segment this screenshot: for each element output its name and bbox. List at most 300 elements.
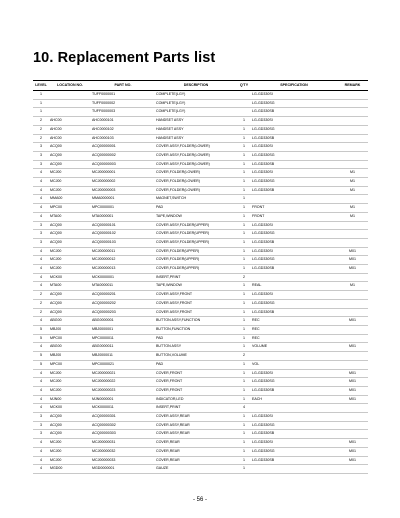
table-row xyxy=(33,134,368,143)
cell-description: COVER,REAR xyxy=(155,447,237,456)
table-row xyxy=(33,352,368,361)
cell-location-no xyxy=(49,99,91,108)
table-row xyxy=(33,204,368,213)
cell-part-no: MPC0000001 xyxy=(91,204,155,213)
cell-qty: 1 xyxy=(237,265,251,274)
table-row xyxy=(33,282,368,291)
cell-level: 4 xyxy=(33,265,49,274)
cell-specification: LG-GD330SI xyxy=(251,169,337,178)
table-body xyxy=(33,91,368,474)
cell-specification: LG-GD330SG xyxy=(251,447,337,456)
cell-specification: LG-GD330SB xyxy=(251,108,337,117)
cell-location-no: MCJ00 xyxy=(49,447,91,456)
cell-level: 4 xyxy=(33,404,49,413)
cell-part-no: ACQ00000102 xyxy=(91,230,155,239)
cell-location-no: ACQ00 xyxy=(49,299,91,308)
table-row xyxy=(33,360,368,369)
cell-level: 3 xyxy=(33,430,49,439)
cell-qty: 1 xyxy=(237,212,251,221)
cell-specification xyxy=(251,195,337,204)
cell-description: HANDSET ASSY xyxy=(155,134,237,143)
cell-part-no: MTA0000001 xyxy=(91,212,155,221)
cell-location-no: MCJ00 xyxy=(49,247,91,256)
cell-part-no: MBJ0000011 xyxy=(91,352,155,361)
cell-qty: 1 xyxy=(237,160,251,169)
cell-description: COVER,FRONT xyxy=(155,386,237,395)
cell-part-no: MCJ00000011 xyxy=(91,247,155,256)
cell-level: 4 xyxy=(33,386,49,395)
cell-level: 2 xyxy=(33,308,49,317)
cell-specification: LG-GD330SB xyxy=(251,456,337,465)
cell-location-no: ACQ00 xyxy=(49,143,91,152)
cell-level: 4 xyxy=(33,282,49,291)
cell-remark xyxy=(337,143,368,152)
cell-level: 1 xyxy=(33,91,49,100)
cell-remark xyxy=(337,413,368,422)
cell-part-no: MGD0000001 xyxy=(91,465,155,474)
cell-specification: REAL xyxy=(251,282,337,291)
cell-description: TAPE,WINDOW xyxy=(155,212,237,221)
cell-remark: M01 xyxy=(337,369,368,378)
cell-specification: LG-GD330SI xyxy=(251,413,337,422)
cell-specification: LG-GD330SG xyxy=(251,230,337,239)
cell-level: 4 xyxy=(33,395,49,404)
cell-remark: M01 xyxy=(337,317,368,326)
cell-qty: 1 xyxy=(237,360,251,369)
cell-remark xyxy=(337,325,368,334)
cell-qty xyxy=(237,108,251,117)
cell-location-no: MBJ00 xyxy=(49,352,91,361)
cell-part-no: MCJ00000001 xyxy=(91,169,155,178)
cell-part-no: MPC0000011 xyxy=(91,334,155,343)
table-row xyxy=(33,325,368,334)
cell-location-no: MJN00 xyxy=(49,395,91,404)
cell-location-no: AHC00 xyxy=(49,134,91,143)
cell-qty: 1 xyxy=(237,282,251,291)
cell-qty: 1 xyxy=(237,465,251,474)
cell-description: TAPE,WINDOW xyxy=(155,282,237,291)
cell-qty: 1 xyxy=(237,195,251,204)
cell-location-no: MCJ00 xyxy=(49,169,91,178)
cell-location-no: MCJ00 xyxy=(49,178,91,187)
cell-location-no: MCJ00 xyxy=(49,456,91,465)
cell-part-no: MMA0000001 xyxy=(91,195,155,204)
cell-remark: M1 xyxy=(337,204,368,213)
cell-remark xyxy=(337,291,368,300)
cell-level: 4 xyxy=(33,195,49,204)
cell-description: INSERT,PRINT xyxy=(155,404,237,413)
cell-location-no: MCK00 xyxy=(49,404,91,413)
cell-remark xyxy=(337,134,368,143)
cell-qty xyxy=(237,99,251,108)
cell-location-no xyxy=(49,108,91,117)
table-row xyxy=(33,343,368,352)
cell-remark xyxy=(337,91,368,100)
cell-level: 4 xyxy=(33,343,49,352)
cell-part-no: MCJ00000032 xyxy=(91,447,155,456)
table-row xyxy=(33,439,368,448)
cell-level: 4 xyxy=(33,317,49,326)
cell-specification: LG-GD330SG xyxy=(251,151,337,160)
cell-qty: 1 xyxy=(237,343,251,352)
cell-part-no: MCK0000001 xyxy=(91,273,155,282)
cell-remark xyxy=(337,360,368,369)
cell-specification: LG-GD330SI xyxy=(251,91,337,100)
cell-specification: REC xyxy=(251,317,337,326)
cell-remark: M01 xyxy=(337,439,368,448)
cell-specification: FRONT xyxy=(251,204,337,213)
cell-qty: 1 xyxy=(237,230,251,239)
cell-location-no: ACQ00 xyxy=(49,413,91,422)
cell-remark: M1 xyxy=(337,169,368,178)
table-row xyxy=(33,456,368,465)
cell-qty: 1 xyxy=(237,247,251,256)
cell-description: BUTTON,FUNCTION xyxy=(155,325,237,334)
cell-level: 5 xyxy=(33,360,49,369)
cell-location-no: ABG00 xyxy=(49,343,91,352)
cell-specification: FRONT xyxy=(251,212,337,221)
table-row xyxy=(33,395,368,404)
cell-remark: M01 xyxy=(337,395,368,404)
cell-specification: REC xyxy=(251,325,337,334)
cell-remark xyxy=(337,230,368,239)
cell-specification: VOL xyxy=(251,360,337,369)
cell-qty: 1 xyxy=(237,369,251,378)
table-row xyxy=(33,291,368,300)
cell-level: 3 xyxy=(33,230,49,239)
cell-description: BUTTON ASSY xyxy=(155,343,237,352)
table-header-row xyxy=(33,81,368,91)
cell-qty: 1 xyxy=(237,386,251,395)
table-row xyxy=(33,125,368,134)
cell-part-no: ABG0000001 xyxy=(91,317,155,326)
cell-remark xyxy=(337,273,368,282)
cell-remark xyxy=(337,238,368,247)
cell-location-no: ACQ00 xyxy=(49,160,91,169)
cell-remark xyxy=(337,352,368,361)
cell-description: COVER,FOLDER(LOWER) xyxy=(155,169,237,178)
cell-qty: 1 xyxy=(237,178,251,187)
cell-level: 3 xyxy=(33,151,49,160)
table-row xyxy=(33,386,368,395)
cell-location-no xyxy=(49,91,91,100)
cell-location-no: MTA00 xyxy=(49,212,91,221)
cell-remark: M01 xyxy=(337,265,368,274)
cell-part-no: MBJ0000001 xyxy=(91,325,155,334)
cell-location-no: MCJ00 xyxy=(49,265,91,274)
cell-level: 3 xyxy=(33,143,49,152)
cell-part-no: MJN0000001 xyxy=(91,395,155,404)
cell-part-no: ABG0000011 xyxy=(91,343,155,352)
cell-description: COVER ASSY,FOLDER(UPPER) xyxy=(155,230,237,239)
cell-level: 4 xyxy=(33,378,49,387)
cell-qty: 1 xyxy=(237,447,251,456)
cell-level: 4 xyxy=(33,204,49,213)
table-row xyxy=(33,230,368,239)
cell-description: COVER ASSY,FRONT xyxy=(155,299,237,308)
cell-location-no: MGD00 xyxy=(49,465,91,474)
cell-location-no: MTA00 xyxy=(49,282,91,291)
cell-specification: LG-GD330SG xyxy=(251,256,337,265)
cell-specification: EACH xyxy=(251,395,337,404)
cell-level: 4 xyxy=(33,369,49,378)
cell-level: 2 xyxy=(33,125,49,134)
cell-qty: 1 xyxy=(237,378,251,387)
cell-location-no: MCJ00 xyxy=(49,256,91,265)
table-row xyxy=(33,91,368,100)
cell-specification: LG-GD330SG xyxy=(251,299,337,308)
cell-location-no: MCJ00 xyxy=(49,378,91,387)
cell-description: COVER ASSY,FOLDER(LOWER) xyxy=(155,143,237,152)
cell-level: 2 xyxy=(33,134,49,143)
cell-qty: 1 xyxy=(237,125,251,134)
cell-location-no: ACQ00 xyxy=(49,151,91,160)
cell-part-no: ACQ00000201 xyxy=(91,291,155,300)
cell-qty: 1 xyxy=(237,256,251,265)
cell-qty: 1 xyxy=(237,204,251,213)
cell-location-no: AHC00 xyxy=(49,117,91,126)
cell-level: 4 xyxy=(33,178,49,187)
cell-description: COVER,FRONT xyxy=(155,369,237,378)
cell-specification xyxy=(251,465,337,474)
cell-specification: LG-GD330SB xyxy=(251,238,337,247)
cell-remark xyxy=(337,465,368,474)
table-row xyxy=(33,317,368,326)
cell-specification: LG-GD330SI xyxy=(251,369,337,378)
cell-qty: 1 xyxy=(237,186,251,195)
cell-level: 4 xyxy=(33,169,49,178)
cell-description: PAD xyxy=(155,360,237,369)
cell-qty: 1 xyxy=(237,169,251,178)
cell-level: 4 xyxy=(33,273,49,282)
cell-level: 3 xyxy=(33,160,49,169)
col-header-specification: SPECIFICATION xyxy=(251,81,337,91)
cell-level: 2 xyxy=(33,291,49,300)
cell-qty: 1 xyxy=(237,325,251,334)
cell-qty: 1 xyxy=(237,456,251,465)
cell-qty: 2 xyxy=(237,273,251,282)
cell-part-no: MCJ00000022 xyxy=(91,378,155,387)
table-row xyxy=(33,430,368,439)
cell-specification: LG-GD330SI xyxy=(251,247,337,256)
cell-description: COVER,REAR xyxy=(155,456,237,465)
cell-qty: 1 xyxy=(237,308,251,317)
page-title: 10. Replacement Parts list xyxy=(33,50,216,66)
cell-specification xyxy=(251,273,337,282)
cell-part-no: ACQ00000003 xyxy=(91,160,155,169)
table-row xyxy=(33,421,368,430)
table-row xyxy=(33,143,368,152)
cell-description: COVER ASSY,FRONT xyxy=(155,308,237,317)
cell-level: 1 xyxy=(33,108,49,117)
cell-part-no: ACQ00000302 xyxy=(91,421,155,430)
cell-remark xyxy=(337,195,368,204)
cell-specification: LG-GD330SB xyxy=(251,186,337,195)
cell-location-no: ACQ00 xyxy=(49,238,91,247)
cell-qty: 1 xyxy=(237,238,251,247)
cell-remark: M01 xyxy=(337,447,368,456)
cell-remark xyxy=(337,421,368,430)
table-row xyxy=(33,195,368,204)
cell-remark: M01 xyxy=(337,378,368,387)
cell-description: COMPLETE(LGY) xyxy=(155,99,237,108)
cell-level: 2 xyxy=(33,117,49,126)
cell-specification: LG-GD330SG xyxy=(251,178,337,187)
cell-location-no: ACQ00 xyxy=(49,291,91,300)
cell-qty: 1 xyxy=(237,221,251,230)
table-row xyxy=(33,404,368,413)
table-row xyxy=(33,369,368,378)
cell-remark xyxy=(337,99,368,108)
cell-specification: REC xyxy=(251,334,337,343)
cell-location-no: ACQ00 xyxy=(49,430,91,439)
col-header-qty: Q'TY xyxy=(237,81,251,91)
cell-part-no: MCJ00000002 xyxy=(91,178,155,187)
cell-specification: VOLUME xyxy=(251,343,337,352)
cell-part-no: ACQ00000301 xyxy=(91,413,155,422)
table-row xyxy=(33,299,368,308)
table-row xyxy=(33,160,368,169)
cell-description: PAD xyxy=(155,204,237,213)
cell-description: COVER ASSY,REAR xyxy=(155,413,237,422)
cell-qty: 1 xyxy=(237,395,251,404)
cell-remark: M1 xyxy=(337,178,368,187)
cell-remark xyxy=(337,308,368,317)
table-row xyxy=(33,99,368,108)
cell-location-no: MPC00 xyxy=(49,204,91,213)
cell-part-no: TUFF0000001 xyxy=(91,91,155,100)
cell-specification: LG-GD330SB xyxy=(251,134,337,143)
cell-description: HANDSET ASSY xyxy=(155,125,237,134)
cell-level: 3 xyxy=(33,221,49,230)
cell-part-no: AHC0000102 xyxy=(91,125,155,134)
cell-remark: M01 xyxy=(337,386,368,395)
cell-remark xyxy=(337,430,368,439)
table-row xyxy=(33,178,368,187)
cell-part-no: ACQ00000103 xyxy=(91,238,155,247)
cell-description: COVER ASSY,FOLDER(LOWER) xyxy=(155,160,237,169)
table-row xyxy=(33,334,368,343)
table-row xyxy=(33,151,368,160)
cell-part-no: ACQ00000101 xyxy=(91,221,155,230)
table-row xyxy=(33,256,368,265)
cell-remark xyxy=(337,151,368,160)
cell-qty xyxy=(237,91,251,100)
cell-location-no: MBJ00 xyxy=(49,325,91,334)
cell-specification: LG-GD330SI xyxy=(251,291,337,300)
cell-location-no: ACQ00 xyxy=(49,421,91,430)
cell-qty: 1 xyxy=(237,291,251,300)
cell-part-no: MCK0000011 xyxy=(91,404,155,413)
table-row xyxy=(33,247,368,256)
table-row xyxy=(33,186,368,195)
cell-specification: LG-GD330SG xyxy=(251,378,337,387)
cell-level: 5 xyxy=(33,334,49,343)
cell-part-no: MPC0000021 xyxy=(91,360,155,369)
cell-location-no: ACQ00 xyxy=(49,308,91,317)
cell-description: COVER ASSY,FOLDER(UPPER) xyxy=(155,238,237,247)
cell-level: 4 xyxy=(33,186,49,195)
cell-description: COVER,FOLDER(LOWER) xyxy=(155,186,237,195)
cell-level: 3 xyxy=(33,413,49,422)
cell-part-no: MCJ00000021 xyxy=(91,369,155,378)
cell-description: COVER ASSY,FOLDER(UPPER) xyxy=(155,221,237,230)
cell-description: COVER ASSY,REAR xyxy=(155,430,237,439)
table-row xyxy=(33,117,368,126)
cell-part-no: TUFF0000003 xyxy=(91,108,155,117)
col-header-part-no: PART NO. xyxy=(91,81,155,91)
table-row xyxy=(33,273,368,282)
cell-qty: 1 xyxy=(237,439,251,448)
cell-qty: 1 xyxy=(237,317,251,326)
cell-level: 2 xyxy=(33,299,49,308)
cell-part-no: MCJ00000031 xyxy=(91,439,155,448)
cell-qty: 4 xyxy=(237,404,251,413)
cell-qty: 1 xyxy=(237,421,251,430)
cell-location-no: ABG00 xyxy=(49,317,91,326)
cell-part-no: ACQ00000002 xyxy=(91,151,155,160)
table-row xyxy=(33,238,368,247)
table-row xyxy=(33,447,368,456)
cell-location-no: MCJ00 xyxy=(49,386,91,395)
cell-location-no: MCJ00 xyxy=(49,186,91,195)
cell-description: COVER,FRONT xyxy=(155,378,237,387)
cell-specification: LG-GD330SB xyxy=(251,265,337,274)
cell-remark: M1 xyxy=(337,212,368,221)
cell-part-no: AHC0000103 xyxy=(91,134,155,143)
cell-level: 3 xyxy=(33,238,49,247)
cell-qty: 1 xyxy=(237,151,251,160)
cell-description: COVER ASSY,FOLDER(LOWER) xyxy=(155,151,237,160)
cell-location-no: ACQ00 xyxy=(49,230,91,239)
page-number: - 56 - xyxy=(192,497,207,503)
cell-remark xyxy=(337,334,368,343)
cell-remark xyxy=(337,117,368,126)
cell-part-no: ACQ00000202 xyxy=(91,299,155,308)
cell-part-no: MCJ00000033 xyxy=(91,456,155,465)
cell-level: 4 xyxy=(33,212,49,221)
cell-description: PAD xyxy=(155,334,237,343)
col-header-level: LEVEL xyxy=(33,81,49,91)
cell-qty: 1 xyxy=(237,134,251,143)
cell-description: COVER ASSY,REAR xyxy=(155,421,237,430)
cell-specification: LG-GD330SI xyxy=(251,439,337,448)
cell-level: 4 xyxy=(33,447,49,456)
cell-level: 5 xyxy=(33,325,49,334)
cell-remark xyxy=(337,299,368,308)
cell-part-no: MCJ00000003 xyxy=(91,186,155,195)
cell-level: 4 xyxy=(33,465,49,474)
cell-part-no: MTA0000011 xyxy=(91,282,155,291)
table-row xyxy=(33,308,368,317)
table-row xyxy=(33,212,368,221)
cell-specification: LG-GD330SG xyxy=(251,421,337,430)
cell-description: COMPLETE(LGY) xyxy=(155,91,237,100)
cell-part-no: TUFF0000002 xyxy=(91,99,155,108)
cell-specification: LG-GD330SI xyxy=(251,221,337,230)
cell-specification: LG-GD330SG xyxy=(251,99,337,108)
cell-location-no: ACQ00 xyxy=(49,221,91,230)
cell-level: 4 xyxy=(33,247,49,256)
replacement-parts-table xyxy=(33,80,368,474)
table-row xyxy=(33,265,368,274)
cell-qty: 1 xyxy=(237,334,251,343)
cell-qty: 1 xyxy=(237,413,251,422)
cell-remark xyxy=(337,125,368,134)
cell-location-no: MCJ00 xyxy=(49,439,91,448)
cell-location-no: AHC00 xyxy=(49,125,91,134)
cell-location-no: MCK00 xyxy=(49,273,91,282)
